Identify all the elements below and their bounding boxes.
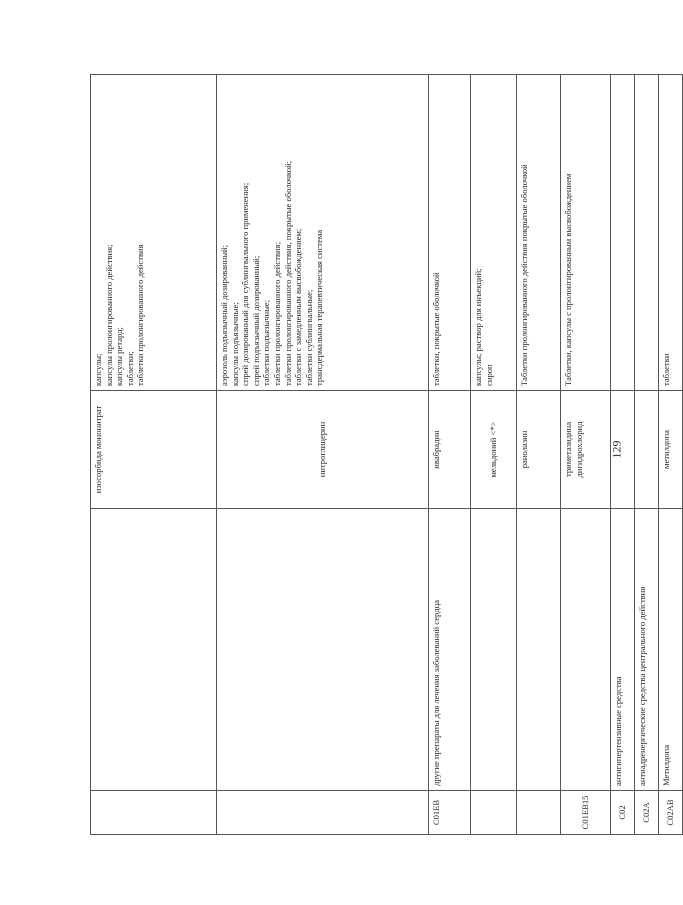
atc-code-cell — [471, 791, 517, 835]
dosage-form-line: таблетки пролонгированного действия, покрытые оболочкой; — [282, 160, 293, 386]
drug-table — [90, 74, 683, 835]
dosage-form-line: капсулы; раствор для инъекций; — [473, 268, 483, 386]
dosage-form-line: спрей подъязычный дозированный; — [250, 255, 261, 386]
dosage-form-cell — [635, 75, 659, 391]
table-row — [635, 75, 659, 835]
dosage-form-line: таблетки, покрытые оболочкой — [431, 272, 441, 386]
dosage-form-cell — [471, 75, 517, 391]
dosage-form-line: капсулы ретард; — [114, 327, 125, 386]
group-name-cell: антиадренергические средства центрального действия — [635, 509, 659, 791]
atc-code-cell: C02A — [635, 791, 659, 835]
table-row — [217, 75, 429, 835]
dosage-form-cell — [429, 75, 471, 391]
group-name-cell: Метилдопа — [659, 509, 683, 791]
inn-cell: триметазидина дигидрохлорид — [561, 391, 611, 509]
inn-cell: метилдопа — [659, 391, 683, 509]
dosage-form-cell — [91, 75, 217, 391]
drug-table-body — [91, 75, 683, 835]
table-row — [517, 75, 561, 835]
dosage-form-line: капсулы подъязычные; — [229, 302, 240, 386]
dosage-form-line: таблетки пролонгированного действия; — [271, 242, 282, 386]
table-row — [561, 75, 611, 835]
group-name-cell — [471, 509, 517, 791]
dosage-form-line: Таблетки пролонгированного действия покрытые оболочкой — [519, 164, 529, 386]
table-row — [471, 75, 517, 835]
dosage-form-line: таблетки подъязычные; — [261, 299, 272, 386]
atc-code-cell: C01EB15 — [561, 791, 611, 835]
atc-code-cell — [91, 791, 217, 835]
dosage-form-cell — [659, 75, 683, 391]
page-number: 129 — [609, 440, 624, 459]
dosage-form-cell — [217, 75, 429, 391]
inn-cell: нитроглицерин — [217, 391, 429, 509]
dosage-form-line: Таблетки, капсулы с пролонгированным высвобождением — [563, 173, 573, 386]
dosage-form-cell — [561, 75, 611, 391]
inn-cell — [635, 391, 659, 509]
dosage-form-line: спрей дозированный для сублингвального применения; — [240, 182, 251, 386]
inn-cell: ранолазин — [517, 391, 561, 509]
dosage-form-cell — [517, 75, 561, 391]
group-name-cell — [217, 509, 429, 791]
atc-code-cell: C01EB — [429, 791, 471, 835]
dosage-form-line: трансдермальная терапевтическая система — [314, 229, 325, 386]
table-row — [91, 75, 217, 835]
dosage-form-line: таблетки — [661, 353, 671, 386]
dosage-form-line: таблетки пролонгированного действия — [135, 244, 146, 386]
inn-cell: мельдоний <*> — [471, 391, 517, 509]
dosage-form-line: капсулы пролонгированного действия; — [103, 244, 114, 386]
group-name-cell: другие препараты для лечения заболеваний сердца — [429, 509, 471, 791]
group-name-cell — [517, 509, 561, 791]
dosage-form-line: аэрозоль подъязычный дозированный; — [219, 245, 229, 386]
dosage-form-line: сироп — [483, 364, 494, 386]
inn-cell: ивабрадин — [429, 391, 471, 509]
group-name-cell — [561, 509, 611, 791]
dosage-form-line: капсулы; — [93, 353, 103, 386]
dosage-form-line: таблетки сублингвальные; — [303, 289, 314, 386]
dosage-form-line: таблетки с замедленным высвобождением; — [293, 228, 304, 386]
group-name-cell: антигипертензивные средства — [611, 509, 635, 791]
table-row — [659, 75, 683, 835]
inn-cell: изосорбида мононитрат — [91, 391, 217, 509]
table-row — [429, 75, 471, 835]
dosage-form-line: таблетки; — [124, 351, 135, 386]
atc-code-cell — [517, 791, 561, 835]
atc-code-cell: C02 — [611, 791, 635, 835]
atc-code-cell — [217, 791, 429, 835]
atc-code-cell: C02AB — [659, 791, 683, 835]
group-name-cell — [91, 509, 217, 791]
dosage-form-cell — [611, 75, 635, 391]
